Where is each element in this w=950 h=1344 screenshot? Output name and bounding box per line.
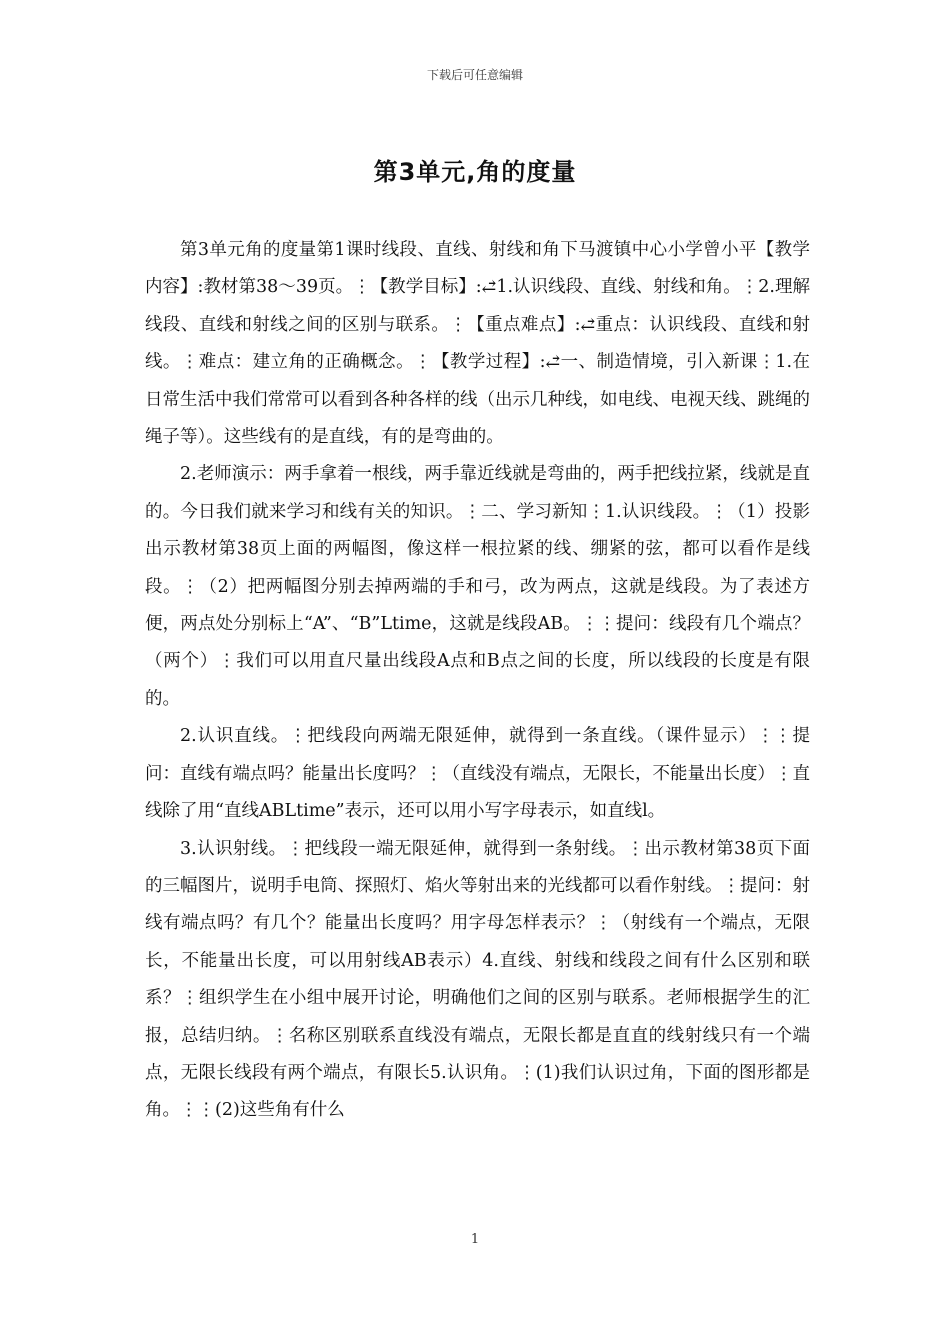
document-body <box>145 232 810 1130</box>
paragraph: 第3单元角的度量第1课时线段、直线、射线和角下马渡镇中心小学曾小平【教学内容】:教材第38～39页。⋮【教学目标】:⥄1.认识线段、直线、射线和角。⋮2.理解线段、直线和射线之间的区别与联系。⋮【重点难点】:⥄重点：认识线段、直线和射线。⋮难点：建立角的正确概念。⋮【教学过程】:⥄一、制造情境，引入新课⋮1.在日常生活中我们常常可以看到各种各样的线（出示几种线，如电线、电视天线、跳绳的绳子等）。这些线有的是直线，有的是弯曲的。 <box>145 240 810 448</box>
document-title: 第3单元,角的度量 <box>373 158 577 186</box>
page-header-note: 下载后可任意编辑 <box>426 68 523 82</box>
paragraph: 3.认识射线。⋮把线段一端无限延伸，就得到一条射线。⋮出示教材第38页下面的三幅图片，说明手电筒、探照灯、焰火等射出来的光线都可以看作射线。⋮提问：射线有端点吗？有几个？能量出长度吗？用字母怎样表示？⋮（射线有一个端点，无限长，不能量出长度，可以用射线AB表示）4.直线、射线和线段之间有什么区别和联系？⋮组织学生在小组中展开讨论，明确他们之间的区别与联系。老师根据学生的汇报，总结归纳。⋮名称区别联系直线没有端点，无限长都是直直的线射线只有一个端点，无限长线段有两个端点，有限长5.认识角。⋮(1)我们认识过角，下面的图形都是角。⋮⋮(2)这些角有什么 <box>145 838 810 1121</box>
paragraph: 2.认识直线。⋮把线段向两端无限延伸，就得到一条直线。（课件显示）⋮⋮提问：直线有端点吗？能量出长度吗？⋮（直线没有端点，无限长，不能量出长度）⋮直线除了用“直线ABLtime”表示，还可以用小写字母表示，如直线l。 <box>145 726 810 822</box>
page-number: 1 <box>470 1232 480 1247</box>
paragraph: 2.老师演示：两手拿着一根线，两手靠近线就是弯曲的，两手把线拉紧，线就是直的。今日我们就来学习和线有关的知识。⋮二、学习新知⋮1.认识线段。⋮（1）投影出示教材第38页上面的两幅图，像这样一根拉紧的线、绷紧的弦，都可以看作是线段。⋮（2）把两幅图分别去掉两端的手和弓，改为两点，这就是线段。为了表述方便，两点处分别标上“A”、“B”Ltime，这就是线段AB。⋮⋮提问：线段有几个端点？（两个）⋮我们可以用直尺量出线段A点和B点之间的长度，所以线段的长度是有限的。 <box>145 464 810 709</box>
